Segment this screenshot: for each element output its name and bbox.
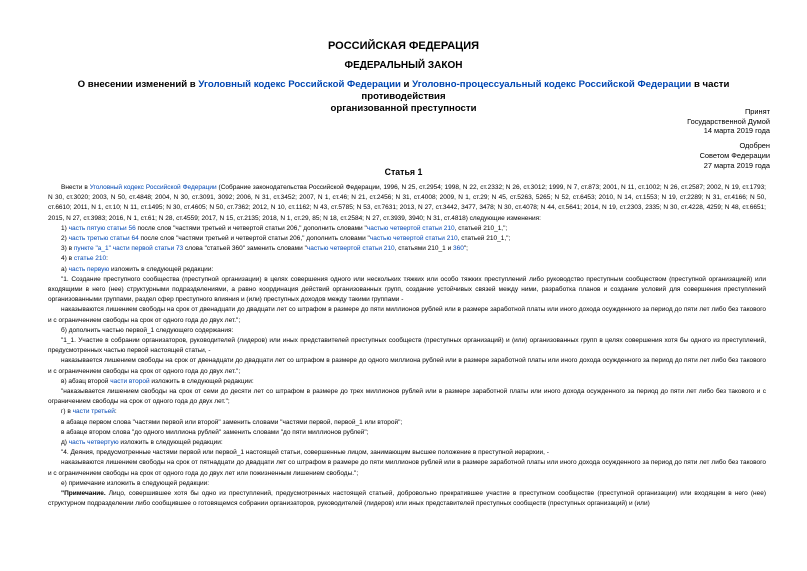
quoted-paragraph: "4. Деяния, предусмотренные частями первой или первой_1 настоящей статьи, совершенные лицом, занимающим высшее положение в преступной иерархии, - [61,449,549,457]
article-title: Статья 1 [384,167,423,177]
intro-paragraph [48,183,766,224]
criminal-code-link[interactable]: Уголовный кодекс Российской Федерации [198,79,401,90]
text-run: , статьей 210_1,"; [454,224,508,232]
list-item [48,234,766,244]
article-210-link[interactable]: статье 210 [73,255,107,263]
part-one-link[interactable]: часть первую [68,265,110,273]
list-item: б) дополнить частью первой_1 следующего содержания: [61,326,234,334]
list-item [48,265,766,275]
quoted-paragraph: "1_1. Участие в собрании организаторов, руководителей (лидеров) или иных представителей преступных сообществ (преступных организаций) и (или) организованных групп в целях совершения хотя бы одного из преступлений, предусмотренных частью первой настоящей статьи, - [48,337,766,355]
article-210-part4-link[interactable]: частью четвертой статьи 210 [306,245,395,253]
text-run: 3) в [61,245,74,253]
acceptance-block [687,107,770,170]
list-item [48,407,766,417]
text-run: "; [463,245,468,253]
text-run: Внести в [61,184,90,191]
quoted-paragraph: наказываются лишением свободы на срок от пятнадцати до двадцати лет со штрафом в размере до пяти миллионов рублей или в размере заработной платы или иного дохода осужденного за период до пяти лет либо без такового и с ограничением свободы на срок от одного года до двух лет или пожизненным лишением свободы."; [48,459,766,477]
text-run: изложить в следующей редакции: [109,265,214,273]
article-210-part4-link[interactable]: частью четвертой статьи 210 [369,235,458,243]
approved-label: Одобрен [739,141,770,151]
text-run: , статьей 210_1,"; [457,235,511,243]
text-run: д) [61,439,69,447]
text-run: после слов "частями третьей и четвертой статьи 206," дополнить словами " [135,224,367,232]
text-run: после слов "частями третьей и четвертой статьи 206," дополнить словами " [138,235,370,243]
approved-date: 27 марта 2019 года [703,160,770,170]
quoted-paragraph: "наказывается лишением свободы на срок от семи до десяти лет со штрафом в размере до трех миллионов рублей или в размере заработной платы или иного дохода осужденного за период до пяти лет либо без такового и с ограничением свободы на срок от одного года до двух лет."; [48,388,766,406]
text-run: : [114,408,117,416]
article-body [48,183,766,510]
quoted-paragraph: "1. Создание преступного сообщества (преступной организации) в целях совершения одного или нескольких тяжких или особо тяжких преступлений либо руководство преступным сообществом (преступной организацией) или входящими в него (нее) структурными подразделениями, а равно координация действий организованных групп, создание устойчивых связей между ними, разработка планов и создание условий для совершения преступлений организованными группами, раздел сфер преступного влияния и (или) преступных доходов между такими группами - [48,275,766,304]
list-item: в абзаце втором слова "до одного миллиона рублей" заменить словами "до пяти миллионов рублей"; [61,428,369,436]
law-title [40,79,767,115]
title-line2: организованной преступности [330,103,477,114]
accepted-by: Государственной Думой [687,116,770,126]
list-item [48,224,766,234]
part-two-link[interactable]: части второй [110,377,150,385]
text-run: слова "статьей 360" заменить словами " [183,245,307,253]
law-type-heading: ФЕДЕРАЛЬНЫЙ ЗАКОН [344,60,463,71]
text-run: 4) в [61,255,74,263]
federation-heading: РОССИЙСКАЯ ФЕДЕРАЦИЯ [327,40,480,52]
text-run: 2) [61,235,69,243]
list-item [48,438,766,448]
part-three-link[interactable]: части третьей [72,408,115,416]
text-run: г) в [61,408,73,416]
accepted-date: 14 марта 2019 года [703,126,770,136]
text-run: , статьями 210_1 и [394,245,454,253]
list-item: е) примечание изложить в следующей редакции: [61,479,210,487]
note-paragraph [48,489,766,509]
quoted-paragraph: наказываются лишением свободы на срок от двенадцати до двадцати лет со штрафом в размере до пяти миллионов рублей или в размере заработной платы или иного дохода осужденного за период до пяти лет либо без такового и с ограничением свободы на срок от одного года до двух лет."; [48,306,766,324]
note-label: "Примечание. [61,490,106,498]
text-run: а) [61,265,69,273]
article-360-link[interactable]: 360 [453,245,464,253]
criminal-procedure-code-link[interactable]: Уголовно-процессуальный кодекс Российской Федерации [412,79,692,90]
list-item [48,254,766,264]
part-four-link[interactable]: часть четвертую [68,439,119,447]
approved-by: Советом Федерации [699,150,770,160]
criminal-code-link-body[interactable]: Уголовный кодекс Российской Федерации [89,184,217,191]
article-56-link[interactable]: часть пятую статьи 56 [68,224,136,232]
article-210-part4-link[interactable]: частью четвертой статьи 210 [366,224,455,232]
article-73-link[interactable]: пункте "а_1" части первой статьи 73 [73,245,184,253]
accepted-label: Принят [744,107,770,116]
text-run: Лицо, совершившее хотя бы одно из преступлений, предусмотренных настоящей статьей, добровольно прекратившее участие в преступном сообществе (преступной организации) или входящем в него (нее) структурном подразделении либо сообщившее о готовящемся собрании организаторов, руководителей (лидеров) или иных представителей преступных сообществ (преступных организаций) и (или) [48,490,766,508]
title-middle: и [400,79,413,90]
text-run: изложить в следующей редакции: [149,377,254,385]
article-64-link[interactable]: часть третью статьи 64 [68,235,139,243]
quoted-paragraph: наказывается лишением свободы на срок от двенадцати до двадцати лет со штрафом в размере до одного миллиона рублей или в размере заработной платы или иного дохода осужденного за период до пяти лет либо без такового и с ограничением свободы на срок от одного года до двух лет."; [48,357,766,375]
list-item [48,377,766,387]
text-run: : [106,255,108,263]
list-item: в абзаце первом слова "частями первой или второй" заменить словами "частями первой, первой_1 или второй"; [61,418,403,426]
title-suffix: в части противодействия [361,79,730,102]
text-run: в) абзац второй [61,377,111,385]
text-run: изложить в следующей редакции: [118,439,223,447]
list-item [48,244,766,254]
text-run: 1) [61,224,69,232]
title-prefix: О внесении изменений в [77,79,199,90]
text-run: (Собрание законодательства Российской Федерации, 1996, N 25, ст.2954; 1998, N 22, ст.2332; N 26, ст.3012; 1999, N 7, ст.873; 2001, N 11, ст.1002; N 26, ст.2587; 2002, N 19, ст.1793; N 30, ст.3020; 2003, N 50, ст.4848; 2004, N 30, ст.3091, 3092; 2006, N 31, ст.3452; 2007, N 1, ст.46; N 21, ст.2456; N 31, ст.4008; 2009, N 1, ст.29; N 45, ст.5263, 5265; N 52, ст.6453; 2010, N 14, ст.1553; N 19, ст.2289; N 31, ст.4166; N 50, ст.6610; 2011, N 1, ст.10; N 11, ст.1495; N 30, ст.4605; N 50, ст.7362; 2012, N 10, ст.1162; N 43, ст.5785; N 53, ст.7631; 2013, N 27, ст.3442, 3477, 3478; N 30, ст.4078; N 44, ст.5641; 2014, N 19, ст.2303, 2335; N 30, ст.4228, 4259; N 48, ст.6651; 2015, N 27, ст.3983; 2016, N 1, ст.61; N 28, ст.4559; 2017, N 15, ст.2135; 2018, N 1, ст.29, 85; N 18, ст.2584; N 27, ст.3939, 3940; N 31, ст.4818) следующие изменения: [48,184,766,222]
